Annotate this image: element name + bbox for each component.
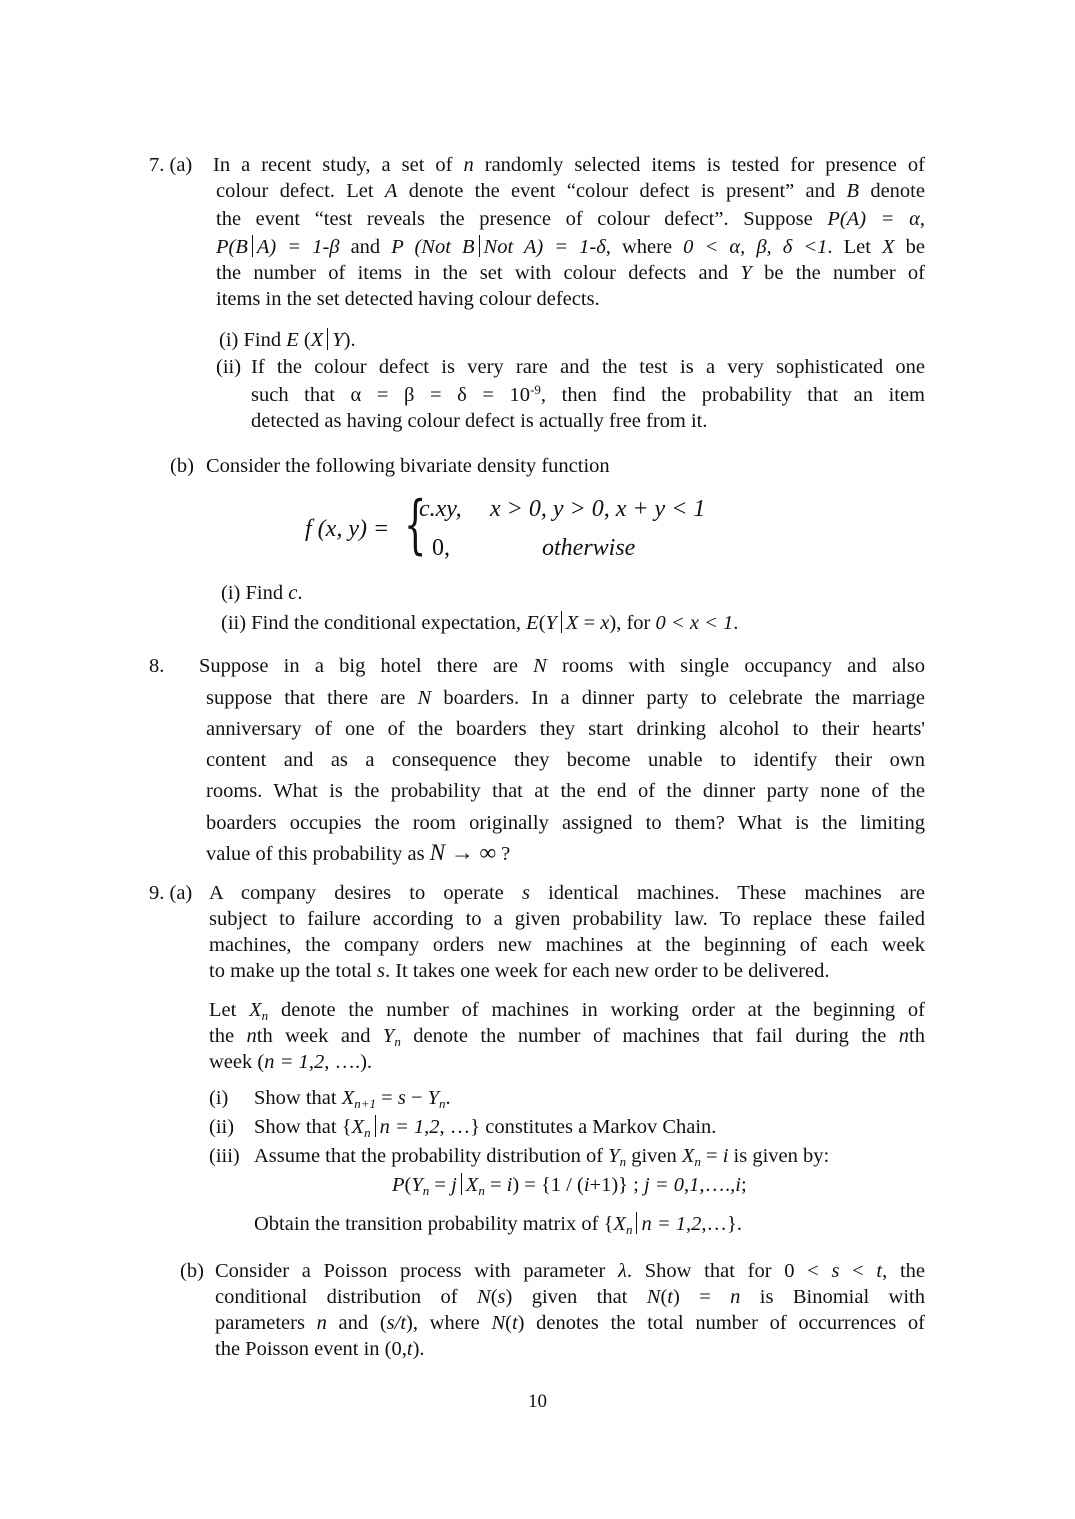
q9a-line-4: to make up the total s. It takes one week for each new order to be delivered. <box>209 960 830 982</box>
q8-line-5: rooms. What is the probability that at the end of the dinner party none of the <box>206 780 925 802</box>
q9b-line-1: Consider a Poisson process with parameter λ. Show that for 0 < s < t, the <box>215 1260 926 1282</box>
q7a-line-6: items in the set detected having colour defects. <box>216 288 600 310</box>
formula-lhs: f (x, y) = <box>305 516 390 542</box>
q9a-part-iii-label: (iii) <box>209 1145 240 1167</box>
formula-case-2-expr: 0, <box>432 535 450 561</box>
q7a-line-3: the event “test reveals the presence of colour defect”. Suppose P(A) = α, <box>216 208 926 230</box>
q7a-line-2: colour defect. Let A denote the event “colour defect is present” and B denote <box>216 180 925 202</box>
q8-line-6: boarders occupies the room originally assigned to them? What is the limiting <box>206 812 925 834</box>
q8-line-7: value of this probability as N → ∞ ? <box>206 840 511 865</box>
q9a-part-i-label: (i) <box>209 1087 229 1109</box>
q9a-para2-line-2: the nth week and $Y_n$ denote the number of machines that fail during the nth <box>209 1025 925 1049</box>
q9a-part-iii-formula: $P(Y_n = j$ $X_n = i) = \{1 / (i+1)\}$ ; j = 0,1,….,i; <box>392 1174 747 1198</box>
question-7-number: 7. (a) <box>149 154 193 176</box>
q7b-part-i: (i) Find c. <box>221 582 303 604</box>
q9a-para2-line-3: week (n = 1,2, ….). <box>209 1051 373 1073</box>
q8-line-2: suppose that there are N boarders. In a dinner party to celebrate the marriage <box>206 687 925 709</box>
formula-brace: { <box>404 488 427 562</box>
q8-line-3: anniversary of one of the boarders they start drinking alcohol to their hearts' <box>206 718 925 740</box>
q9a-line-1: A company desires to operate s identical machines. These machines are <box>209 882 925 904</box>
q8-line-4: content and as a consequence they become unable to identify their own <box>206 749 925 771</box>
q9a-line-2: subject to failure according to a given probability law. To replace these failed <box>209 908 925 930</box>
formula-case-1-expr: c.xy, <box>419 496 462 522</box>
q7b-text: Consider the following bivariate density function <box>206 455 610 477</box>
q9a-line-3: machines, the company orders new machines at the beginning of each week <box>209 934 925 956</box>
q9a-para2-line-1: Let $X_n$ denote the number of machines in working order at the beginning of <box>209 999 925 1023</box>
q9b-line-4: the Poisson event in (0,t). <box>215 1338 425 1360</box>
q7a-part-ii-line-3: detected as having colour defect is actually free from it. <box>251 410 708 432</box>
question-9-number: 9. (a) <box>149 882 193 904</box>
formula-case-1-cond: x > 0, y > 0, x + y < 1 <box>490 496 706 522</box>
q8-line-1: Suppose in a big hotel there are N rooms with single occupancy and also <box>199 655 926 677</box>
q7a-part-ii-label: (ii) <box>216 356 242 378</box>
q9a-part-ii: Show that {$X_n$ n = 1,2, …} constitutes a Markov Chain. <box>254 1116 717 1140</box>
q9a-part-iii-last: Obtain the transition probability matrix of {$X_n$ n = 1,2,…}. <box>254 1213 743 1237</box>
q7b-part-ii: (ii) Find the conditional expectation, E(Y X = x), for 0 < x < 1. <box>221 612 739 634</box>
q9b-line-3: parameters n and (s/t), where N(t) denotes the total number of occurrences of <box>215 1312 926 1334</box>
q9a-part-i: Show that $X_{n+1} = s - Y_n$. <box>254 1087 451 1111</box>
q9a-part-ii-label: (ii) <box>209 1116 235 1138</box>
q7a-line-1: In a recent study, a set of n randomly selected items is tested for presence of <box>213 154 925 176</box>
q9b-line-2: conditional distribution of N(s) given that N(t) = n is Binomial with <box>215 1286 926 1308</box>
q7a-part-i: (i) Find E (X Y). <box>219 329 356 351</box>
q7a-line-4: P(B A) = 1-β and P (Not B Not A) = 1-δ, where 0 < α, β, δ <1. Let X be <box>216 236 925 258</box>
q7a-part-ii-line-2: such that $\alpha = \beta = \delta = 10^{-9}$, then find the probability that an item <box>251 382 926 406</box>
q7a-part-ii-line-1: If the colour defect is very rare and the test is a very sophisticated one <box>251 356 925 378</box>
page-number: 10 <box>528 1391 547 1412</box>
q9a-part-iii: Assume that the probability distribution of $Y_n$ given $X_n = i$ is given by: <box>254 1145 830 1169</box>
question-8-number: 8. <box>149 655 165 677</box>
q7a-line-5: the number of items in the set with colour defects and Y be the number of <box>216 262 925 284</box>
q9b-label: (b) <box>180 1260 204 1282</box>
q7b-label: (b) <box>170 455 194 477</box>
formula-case-2-cond: otherwise <box>542 535 636 561</box>
